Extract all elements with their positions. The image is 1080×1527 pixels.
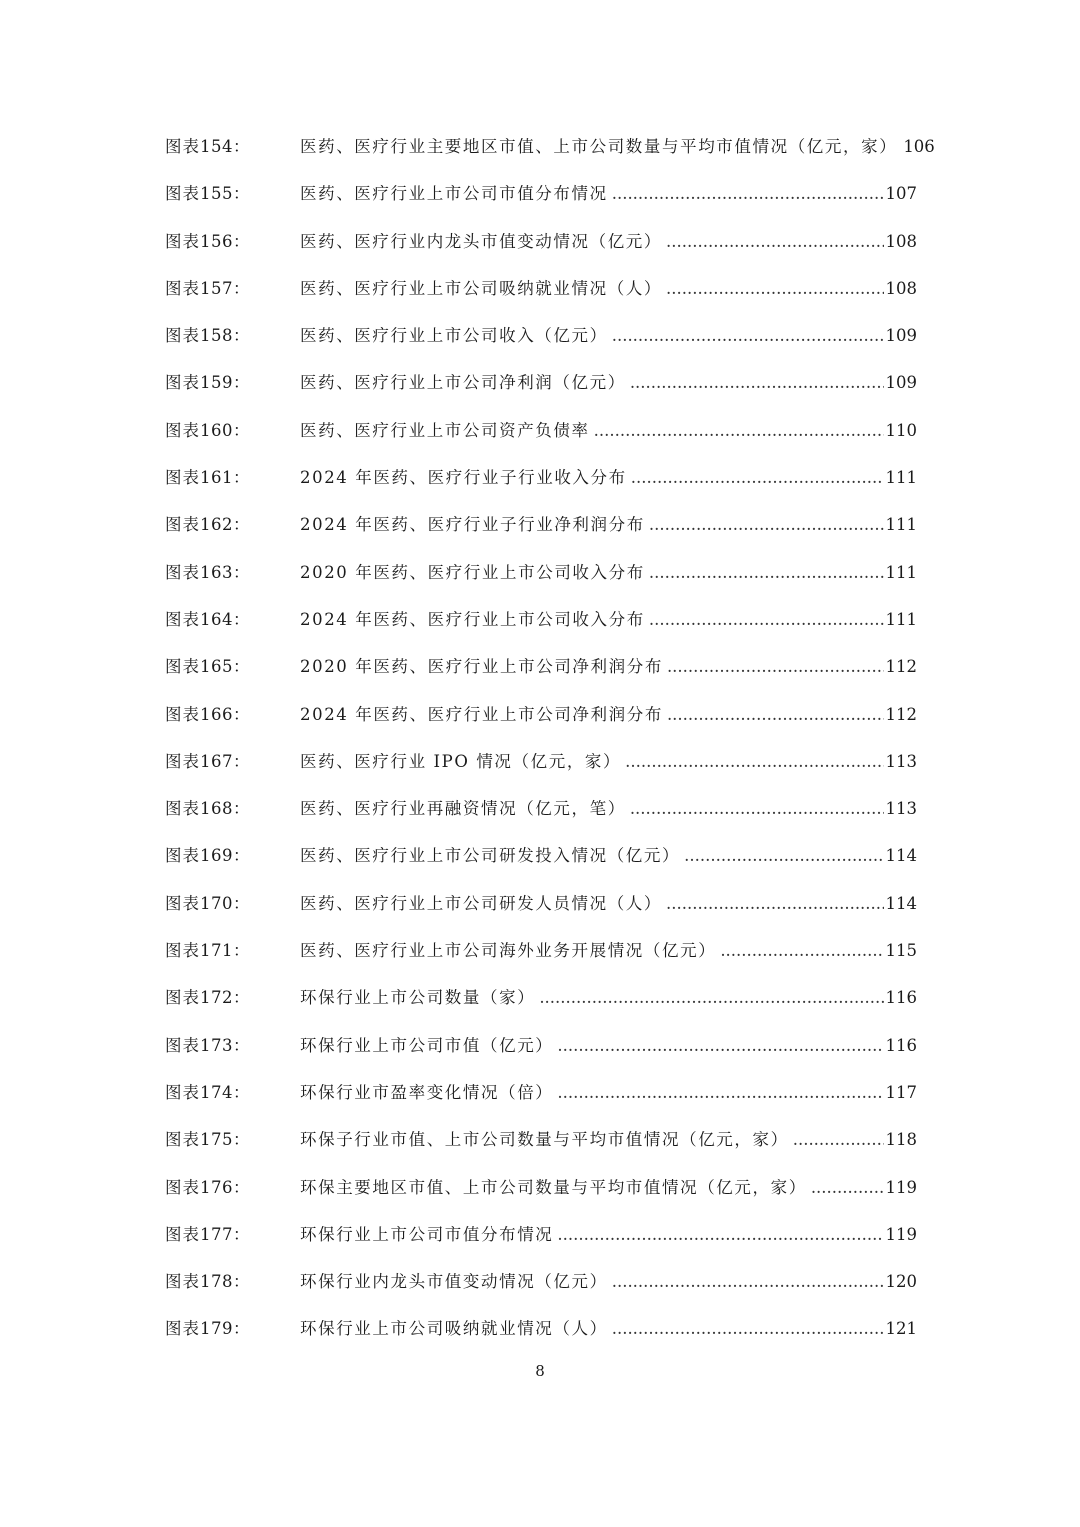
toc-entry[interactable] xyxy=(165,880,917,927)
toc-entry-page: 115 xyxy=(885,941,917,961)
page-number: 8 xyxy=(535,1362,545,1380)
toc-entry[interactable] xyxy=(165,974,917,1021)
toc-entry-page: 106 xyxy=(903,137,935,156)
toc-entry-title: 医药、医疗行业上市公司收入（亿元） xyxy=(300,326,608,346)
toc-entry-number: 168： xyxy=(200,799,250,819)
toc-leader-dots xyxy=(667,691,884,738)
toc-leader-dots xyxy=(720,927,883,974)
toc-entry[interactable] xyxy=(165,832,917,879)
toc-entry-number: 159： xyxy=(200,373,250,393)
toc-entry[interactable] xyxy=(165,170,917,217)
toc-entry-title: 医药、医疗行业上市公司海外业务开展情况（亿元） xyxy=(300,941,717,961)
toc-leader-dots xyxy=(684,832,883,879)
toc-leader-dots xyxy=(557,1211,883,1258)
toc-entry-title: 2020 年医药、医疗行业上市公司净利润分布 xyxy=(300,657,663,677)
toc-entry-title: 环保行业上市公司市值（亿元） xyxy=(300,1035,554,1055)
toc-entry-page: 120 xyxy=(885,1272,917,1292)
toc-entry-number: 174： xyxy=(200,1082,250,1102)
toc-leader-dots xyxy=(649,596,884,643)
toc-entry-page: 107 xyxy=(885,184,917,204)
toc-entry-title: 2024 年医药、医疗行业上市公司净利润分布 xyxy=(300,704,663,724)
toc-entry-number: 169： xyxy=(200,846,250,866)
toc-entry-title: 医药、医疗行业主要地区市值、上市公司数量与平均市值情况（亿元，家） xyxy=(300,137,898,156)
toc-entry-label: 图表 xyxy=(165,1177,200,1197)
toc-entry-page: 121 xyxy=(885,1319,917,1339)
toc-entry-label: 图表 xyxy=(165,751,200,771)
toc-entry-page: 114 xyxy=(885,846,917,866)
toc-entry-label: 图表 xyxy=(165,1224,200,1244)
toc-entry-number: 175： xyxy=(200,1130,250,1150)
toc-entry[interactable] xyxy=(165,359,917,406)
toc-entry-page: 113 xyxy=(885,751,917,771)
toc-entry-title: 医药、医疗行业上市公司研发人员情况（人） xyxy=(300,893,662,913)
toc-entry-page: 111 xyxy=(885,609,917,629)
table-of-figures xyxy=(165,123,935,1353)
toc-entry-title: 医药、医疗行业上市公司资产负债率 xyxy=(300,420,590,440)
toc-leader-dots xyxy=(666,265,884,312)
toc-entry[interactable] xyxy=(165,927,917,974)
toc-entry-page: 116 xyxy=(885,988,917,1008)
toc-leader-dots xyxy=(649,501,884,548)
toc-entry[interactable] xyxy=(165,1069,917,1116)
toc-entry[interactable] xyxy=(165,454,917,501)
toc-entry-label: 图表 xyxy=(165,137,200,156)
toc-entry-label: 图表 xyxy=(165,562,200,582)
toc-entry-page: 111 xyxy=(885,468,917,488)
toc-leader-dots xyxy=(667,643,884,690)
toc-entry-page: 108 xyxy=(885,231,917,251)
toc-entry-number: 173： xyxy=(200,1035,250,1055)
toc-entry-title: 环保行业市盈率变化情况（倍） xyxy=(300,1082,554,1102)
toc-entry-label: 图表 xyxy=(165,278,200,298)
toc-entry[interactable] xyxy=(165,312,917,359)
toc-entry-number: 165： xyxy=(200,657,250,677)
toc-leader-dots xyxy=(557,1022,883,1069)
toc-leader-dots xyxy=(630,785,884,832)
toc-entry-page: 119 xyxy=(885,1177,917,1197)
toc-leader-dots xyxy=(539,974,883,1021)
toc-entry-label: 图表 xyxy=(165,326,200,346)
toc-entry-number: 158： xyxy=(200,326,250,346)
toc-leader-dots xyxy=(612,1305,884,1352)
toc-entry-page: 111 xyxy=(885,562,917,582)
toc-leader-dots xyxy=(612,170,884,217)
toc-entry-number: 160： xyxy=(200,420,250,440)
toc-entry-title: 医药、医疗行业再融资情况（亿元，笔） xyxy=(300,799,626,819)
toc-leader-dots xyxy=(594,407,884,454)
toc-entry[interactable] xyxy=(165,1164,917,1211)
toc-entry[interactable] xyxy=(165,1305,917,1352)
toc-entry-title: 2024 年医药、医疗行业上市公司收入分布 xyxy=(300,609,645,629)
toc-entry-number: 172： xyxy=(200,988,250,1008)
toc-entry-label: 图表 xyxy=(165,1082,200,1102)
toc-entry-label: 图表 xyxy=(165,846,200,866)
toc-entry-label: 图表 xyxy=(165,468,200,488)
toc-entry-title: 2020 年医药、医疗行业上市公司收入分布 xyxy=(300,562,645,582)
toc-entry-label: 图表 xyxy=(165,515,200,535)
toc-entry-number: 157： xyxy=(200,278,250,298)
toc-entry-number: 154： xyxy=(200,137,250,156)
toc-entry-title: 医药、医疗行业上市公司净利润（亿元） xyxy=(300,373,626,393)
toc-entry-number: 170： xyxy=(200,893,250,913)
toc-entry-title: 环保行业上市公司市值分布情况 xyxy=(300,1224,554,1244)
toc-entry-label: 图表 xyxy=(165,657,200,677)
toc-entry[interactable] xyxy=(165,785,917,832)
toc-entry-title: 医药、医疗行业上市公司吸纳就业情况（人） xyxy=(300,278,662,298)
toc-leader-dots xyxy=(612,1258,884,1305)
toc-leader-dots xyxy=(811,1164,884,1211)
toc-entry[interactable] xyxy=(165,1022,917,1069)
toc-leader-dots xyxy=(625,738,883,785)
toc-entry[interactable] xyxy=(165,738,917,785)
toc-entry-number: 166： xyxy=(200,704,250,724)
toc-entry[interactable] xyxy=(165,596,917,643)
toc-entry-number: 178： xyxy=(200,1272,250,1292)
toc-entry-label: 图表 xyxy=(165,941,200,961)
toc-entry-page: 118 xyxy=(885,1130,917,1150)
toc-entry-page: 113 xyxy=(885,799,917,819)
toc-entry-number: 162： xyxy=(200,515,250,535)
toc-leader-dots xyxy=(649,549,884,596)
toc-entry-label: 图表 xyxy=(165,231,200,251)
toc-entry-title: 2024 年医药、医疗行业子行业净利润分布 xyxy=(300,515,645,535)
toc-entry-title: 环保行业上市公司数量（家） xyxy=(300,988,536,1008)
toc-entry-label: 图表 xyxy=(165,799,200,819)
toc-entry-label: 图表 xyxy=(165,1130,200,1150)
toc-entry-number: 163： xyxy=(200,562,250,582)
toc-entry-number: 161： xyxy=(200,468,250,488)
toc-entry[interactable] xyxy=(165,643,917,690)
toc-entry[interactable] xyxy=(165,1116,917,1163)
toc-entry-label: 图表 xyxy=(165,373,200,393)
toc-entry-title: 环保行业内龙头市值变动情况（亿元） xyxy=(300,1272,608,1292)
toc-entry[interactable] xyxy=(165,1211,917,1258)
toc-entry-title: 医药、医疗行业 IPO 情况（亿元，家） xyxy=(300,751,622,771)
toc-leader-dots xyxy=(666,218,884,265)
toc-entry-label: 图表 xyxy=(165,1319,200,1339)
toc-entry-number: 171： xyxy=(200,941,250,961)
toc-leader-dots xyxy=(612,312,884,359)
toc-entry-page: 114 xyxy=(885,893,917,913)
toc-entry[interactable] xyxy=(165,691,917,738)
toc-entry[interactable] xyxy=(165,407,917,454)
toc-entry[interactable] xyxy=(165,218,917,265)
toc-entry-page: 119 xyxy=(885,1224,917,1244)
toc-entry-label: 图表 xyxy=(165,184,200,204)
toc-entry-title: 2024 年医药、医疗行业子行业收入分布 xyxy=(300,468,627,488)
toc-entry-page: 109 xyxy=(885,326,917,346)
toc-entry-page: 110 xyxy=(885,420,917,440)
toc-entry-label: 图表 xyxy=(165,893,200,913)
toc-entry-number: 164： xyxy=(200,609,250,629)
toc-leader-dots xyxy=(793,1116,884,1163)
toc-entry-page: 112 xyxy=(885,657,917,677)
toc-entry[interactable] xyxy=(165,501,917,548)
toc-entry[interactable] xyxy=(165,1258,917,1305)
toc-entry-label: 图表 xyxy=(165,609,200,629)
toc-entry-number: 167： xyxy=(200,751,250,771)
toc-leader-dots xyxy=(630,359,884,406)
toc-entry-title: 环保行业上市公司吸纳就业情况（人） xyxy=(300,1319,608,1339)
toc-entry-page: 116 xyxy=(885,1035,917,1055)
toc-entry[interactable] xyxy=(165,123,935,170)
toc-entry[interactable] xyxy=(165,549,917,596)
toc-entry-number: 155： xyxy=(200,184,250,204)
toc-entry-number: 156： xyxy=(200,231,250,251)
toc-entry-title: 环保主要地区市值、上市公司数量与平均市值情况（亿元，家） xyxy=(300,1177,807,1197)
toc-entry-title: 环保子行业市值、上市公司数量与平均市值情况（亿元，家） xyxy=(300,1130,789,1150)
toc-entry-label: 图表 xyxy=(165,420,200,440)
toc-entry-page: 109 xyxy=(885,373,917,393)
toc-leader-dots xyxy=(666,880,884,927)
toc-entry-page: 112 xyxy=(885,704,917,724)
toc-entry-title: 医药、医疗行业内龙头市值变动情况（亿元） xyxy=(300,231,662,251)
toc-entry-number: 176： xyxy=(200,1177,250,1197)
toc-entry-number: 177： xyxy=(200,1224,250,1244)
toc-entry-label: 图表 xyxy=(165,1035,200,1055)
toc-entry-label: 图表 xyxy=(165,704,200,724)
toc-entry-page: 108 xyxy=(885,278,917,298)
toc-leader-dots xyxy=(631,454,884,501)
toc-entry[interactable] xyxy=(165,265,917,312)
toc-entry-page: 111 xyxy=(885,515,917,535)
toc-entry-title: 医药、医疗行业上市公司市值分布情况 xyxy=(300,184,608,204)
toc-entry-title: 医药、医疗行业上市公司研发投入情况（亿元） xyxy=(300,846,681,866)
toc-entry-label: 图表 xyxy=(165,1272,200,1292)
toc-entry-label: 图表 xyxy=(165,988,200,1008)
toc-entry-page: 117 xyxy=(885,1082,917,1102)
toc-entry-number: 179： xyxy=(200,1319,250,1339)
toc-leader-dots xyxy=(557,1069,883,1116)
